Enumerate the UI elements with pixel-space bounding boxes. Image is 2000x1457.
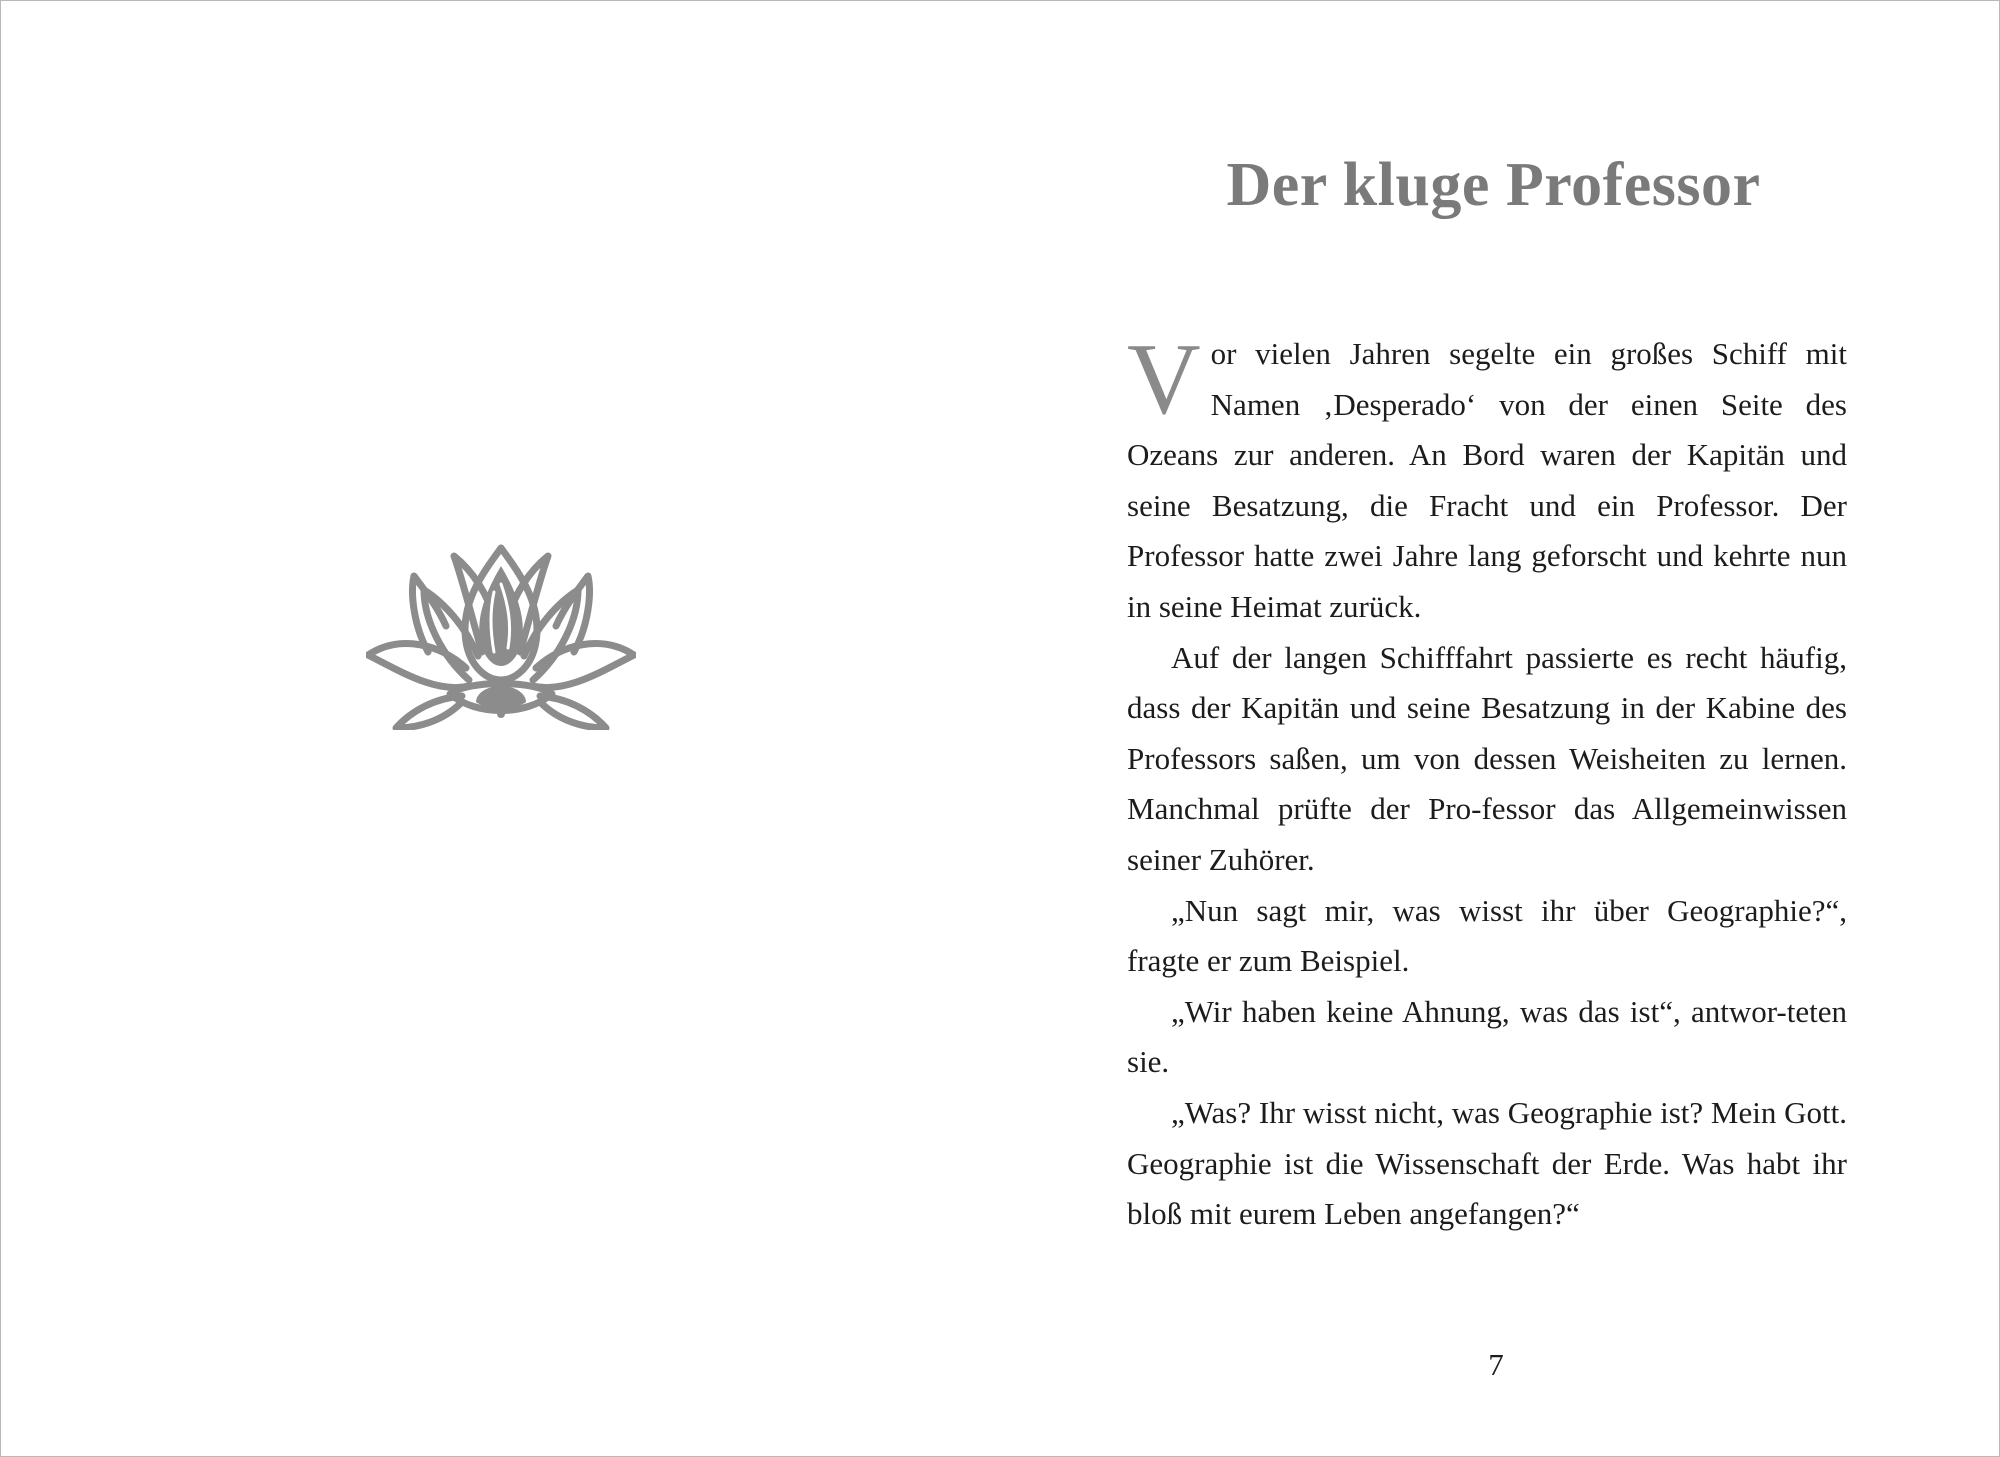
drop-cap: V xyxy=(1127,323,1201,436)
paragraph: „Wir haben keine Ahnung, was das ist“, antwor-teten sie. xyxy=(1127,993,1847,1080)
body-text xyxy=(1127,323,1847,1240)
paragraph xyxy=(1127,323,1847,633)
right-page xyxy=(1001,1,1999,1456)
left-page xyxy=(1,1,1001,1456)
paragraph: Auf der langen Schifffahrt passierte es recht häufig, dass der Kapitän und seine Besatzung in der Kabine des Professors saßen, um von dessen Weisheiten zu lernen. Manchmal prüfte der Pro-fessor das Allgemeinwissen seiner Zuhörer. xyxy=(1127,639,1847,877)
paragraph-text: or vielen Jahren segelte ein großes Schiff mit Namen ‚Desperado‘ von der einen Seite des Ozeans zur anderen. An Bord waren der Kapitän und seine Besatzung, die Fracht und ein Professor. Der Professor hatte zwei Jahre lang geforscht und kehrte nun in seine Heimat zurück. xyxy=(1127,336,1847,624)
paragraph: „Was? Ihr wisst nicht, was Geographie ist? Mein Gott. Geographie ist die Wissenschaft der Erde. Was habt ihr bloß mit eurem Leben angefangen?“ xyxy=(1127,1094,1847,1232)
page-number: 7 xyxy=(1488,1347,1504,1382)
chapter-title: Der kluge Professor xyxy=(1226,151,1761,219)
lotus-flower-icon xyxy=(366,544,636,730)
paragraph: „Nun sagt mir, was wisst ihr über Geographie?“, fragte er zum Beispiel. xyxy=(1127,892,1847,979)
